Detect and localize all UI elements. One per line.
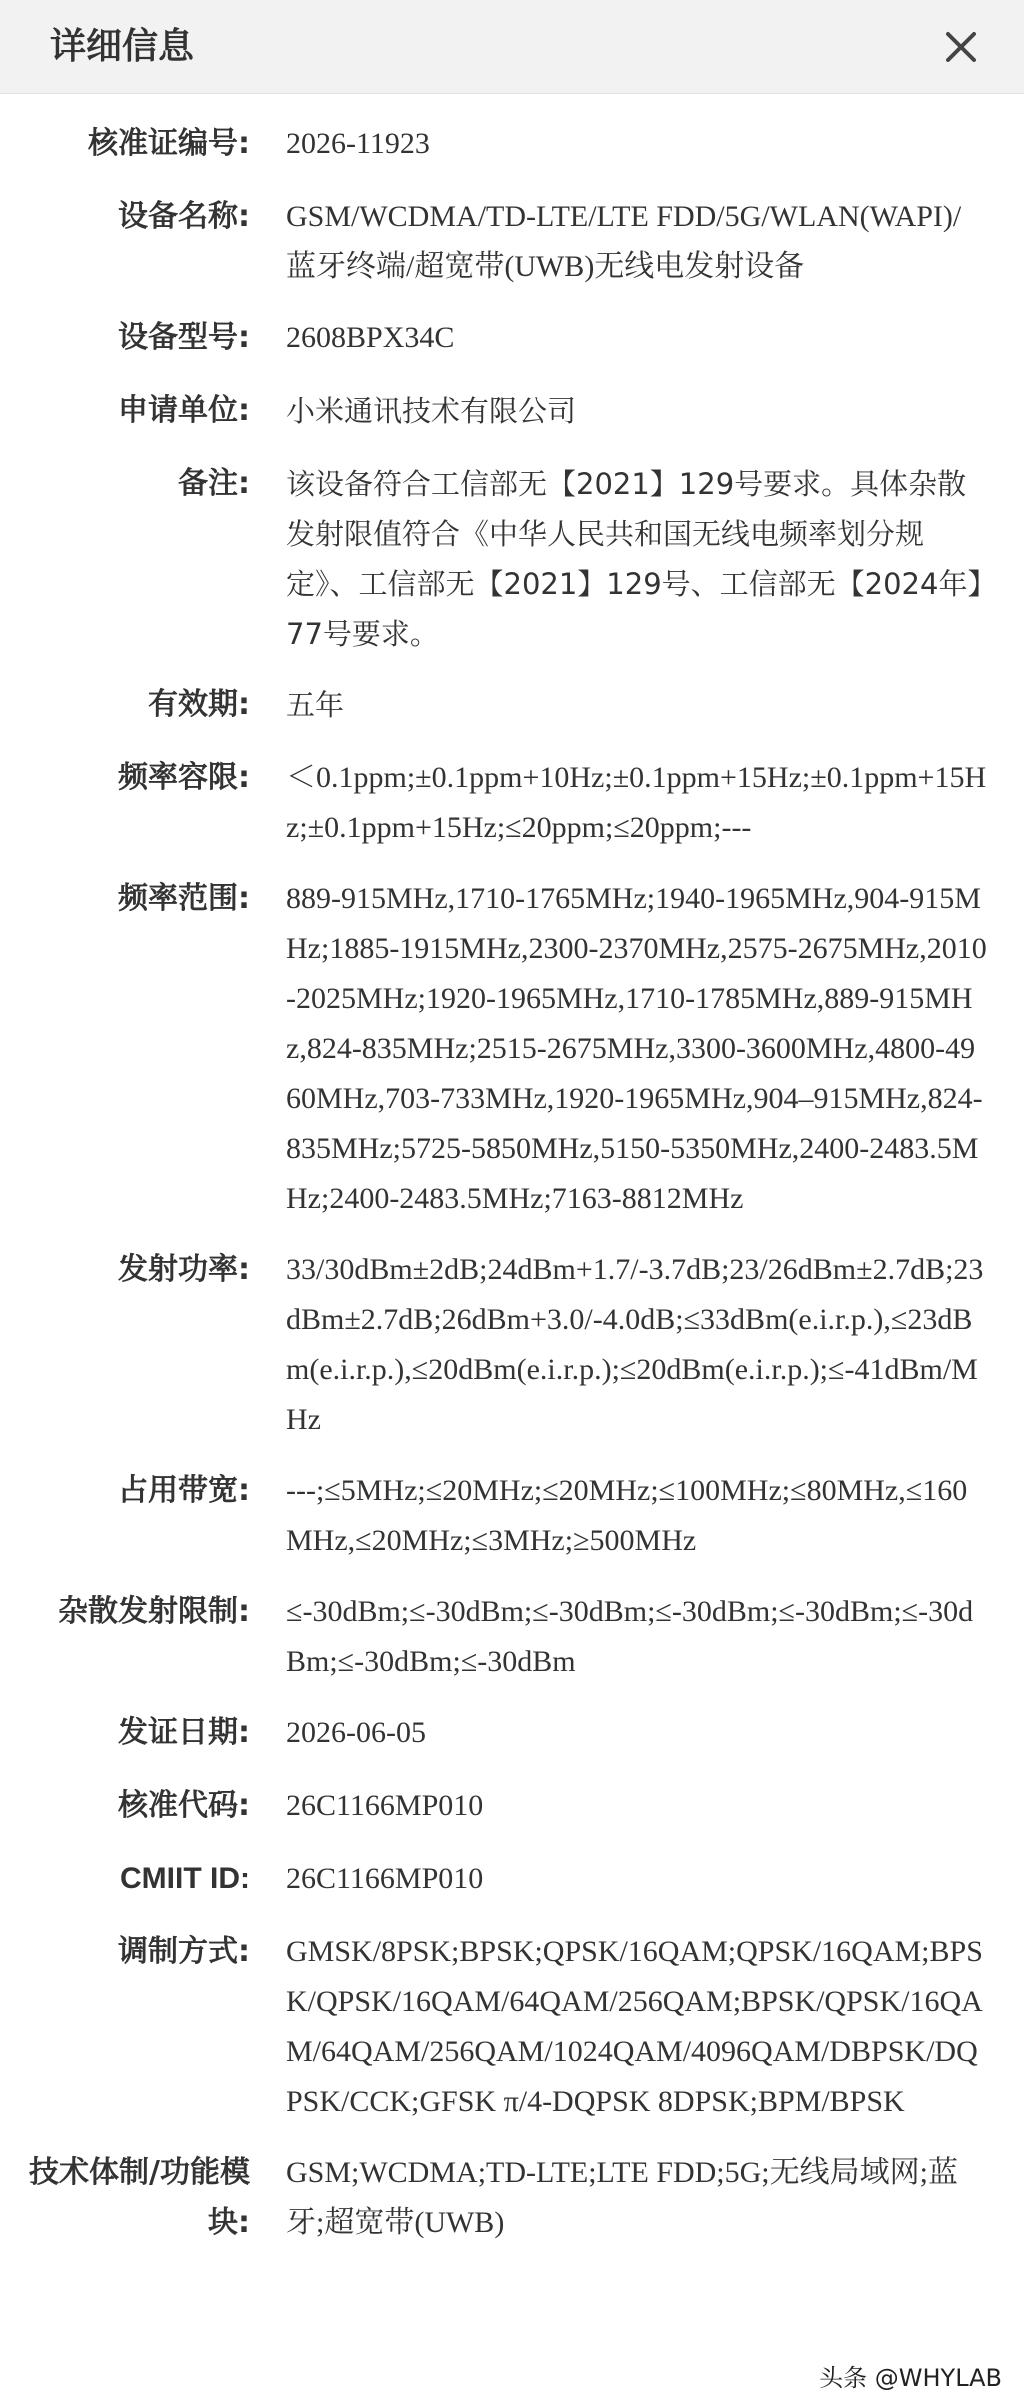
- field-value: 889-915MHz,1710-1765MHz;1940-1965MHz,904-915MHz;1885-1915MHz,2300-2370MHz,2575-2675MHz,2010-2025MHz;1920-1965MHz,1710-1785MHz,889-915MHz,824-835MHz;2515-2675MHz,3300-3600MHz,4800-4960MHz,703-733MHz,1920-1965MHz,904–915MHz,824-835MHz;5725-5850MHz,5150-5350MHz,2400-2483.5MHz;2400-2483.5MHz;7163-8812MHz: [286, 882, 987, 1215]
- field-label: 核准代码:: [118, 1788, 250, 1823]
- detail-list: [0, 98, 1024, 2248]
- field-label: CMIIT ID:: [120, 1862, 250, 1895]
- header-bar: [0, 0, 1024, 94]
- field-value: ＜0.1ppm;±0.1ppm+10Hz;±0.1ppm+15Hz;±0.1ppm+15Hz;±0.1ppm+15Hz;≤20ppm;≤20ppm;---: [286, 761, 987, 844]
- row-approval-no: [0, 98, 1024, 171]
- field-label: 发射功率:: [118, 1252, 250, 1287]
- row-approval-code: [0, 1760, 1024, 1833]
- field-label: 技术体制/功能模块:: [29, 2155, 250, 2240]
- field-value: 26C1166MP010: [286, 1789, 484, 1822]
- row-applicant: [0, 365, 1024, 438]
- field-label: 设备型号:: [118, 320, 250, 355]
- field-value: 26C1166MP010: [286, 1862, 484, 1895]
- row-freq-range: [0, 853, 1024, 1224]
- row-tech-module: [0, 2127, 1024, 2248]
- field-value: 2026-11923: [286, 127, 430, 160]
- row-freq-tolerance: [0, 732, 1024, 853]
- field-value: 2608BPX34C: [286, 321, 455, 354]
- row-tx-power: [0, 1224, 1024, 1445]
- field-value: 小米通讯技术有限公司: [286, 394, 577, 428]
- row-remarks: [0, 438, 1024, 659]
- row-device-model: [0, 292, 1024, 365]
- field-label: 频率范围:: [118, 881, 250, 916]
- field-label: 调制方式:: [118, 1934, 250, 1969]
- field-value: 五年: [286, 688, 345, 722]
- watermark: 头条 @WHYLAB: [819, 2364, 1002, 2392]
- field-label: 占用带宽:: [118, 1473, 250, 1508]
- field-label: 申请单位:: [118, 393, 250, 428]
- close-button[interactable]: [936, 22, 986, 72]
- row-bandwidth: [0, 1445, 1024, 1566]
- row-modulation: [0, 1906, 1024, 2127]
- row-issue-date: [0, 1687, 1024, 1760]
- field-label: 杂散发射限制:: [58, 1594, 250, 1629]
- row-device-name: [0, 171, 1024, 292]
- field-value: GSM;WCDMA;TD-LTE;LTE FDD;5G;无线局域网;蓝牙;超宽带(UWB): [286, 2156, 958, 2239]
- field-label: 设备名称:: [118, 199, 250, 234]
- field-label: 有效期:: [148, 687, 250, 722]
- field-label: 频率容限:: [118, 760, 250, 795]
- row-spurious: [0, 1566, 1024, 1687]
- field-value: GSM/WCDMA/TD-LTE/LTE FDD/5G/WLAN(WAPI)/蓝牙终端/超宽带(UWB)无线电发射设备: [286, 200, 962, 283]
- field-value: ---;≤5MHz;≤20MHz;≤20MHz;≤100MHz;≤80MHz,≤160MHz,≤20MHz;≤3MHz;≥500MHz: [286, 1474, 968, 1557]
- row-cmiit-id: [0, 1833, 1024, 1906]
- field-value: 2026-06-05: [286, 1716, 426, 1749]
- field-value: ≤-30dBm;≤-30dBm;≤-30dBm;≤-30dBm;≤-30dBm;≤-30dBm;≤-30dBm;≤-30dBm: [286, 1595, 974, 1678]
- field-value: 33/30dBm±2dB;24dBm+1.7/-3.7dB;23/26dBm±2.7dB;23dBm±2.7dB;26dBm+3.0/-4.0dB;≤33dBm(e.i.r.p.),≤23dBm(e.i.r.p.),≤20dBm(e.i.r.p.);≤20dBm(e.i.r.p.);≤-41dBm/MHz: [286, 1253, 984, 1436]
- row-validity: [0, 659, 1024, 732]
- field-label: 备注:: [178, 466, 250, 501]
- field-value: 该设备符合工信部无【2021】129号要求。具体杂散发射限值符合《中华人民共和国无线电频率划分规定》、工信部无【2021】129号、工信部无【2024年】77号要求。: [286, 467, 982, 651]
- page-title: 详细信息: [50, 26, 195, 67]
- close-icon: [936, 22, 986, 72]
- field-label: 发证日期:: [118, 1715, 250, 1750]
- field-value: GMSK/8PSK;BPSK;QPSK/16QAM;QPSK/16QAM;BPSK/QPSK/16QAM/64QAM/256QAM;BPSK/QPSK/16QAM/64QAM/256QAM/1024QAM/4096QAM/DBPSK/DQPSK/CCK;GFSK π/4-DQPSK 8DPSK;BPM/BPSK: [286, 1935, 983, 2118]
- field-label: 核准证编号:: [88, 126, 250, 161]
